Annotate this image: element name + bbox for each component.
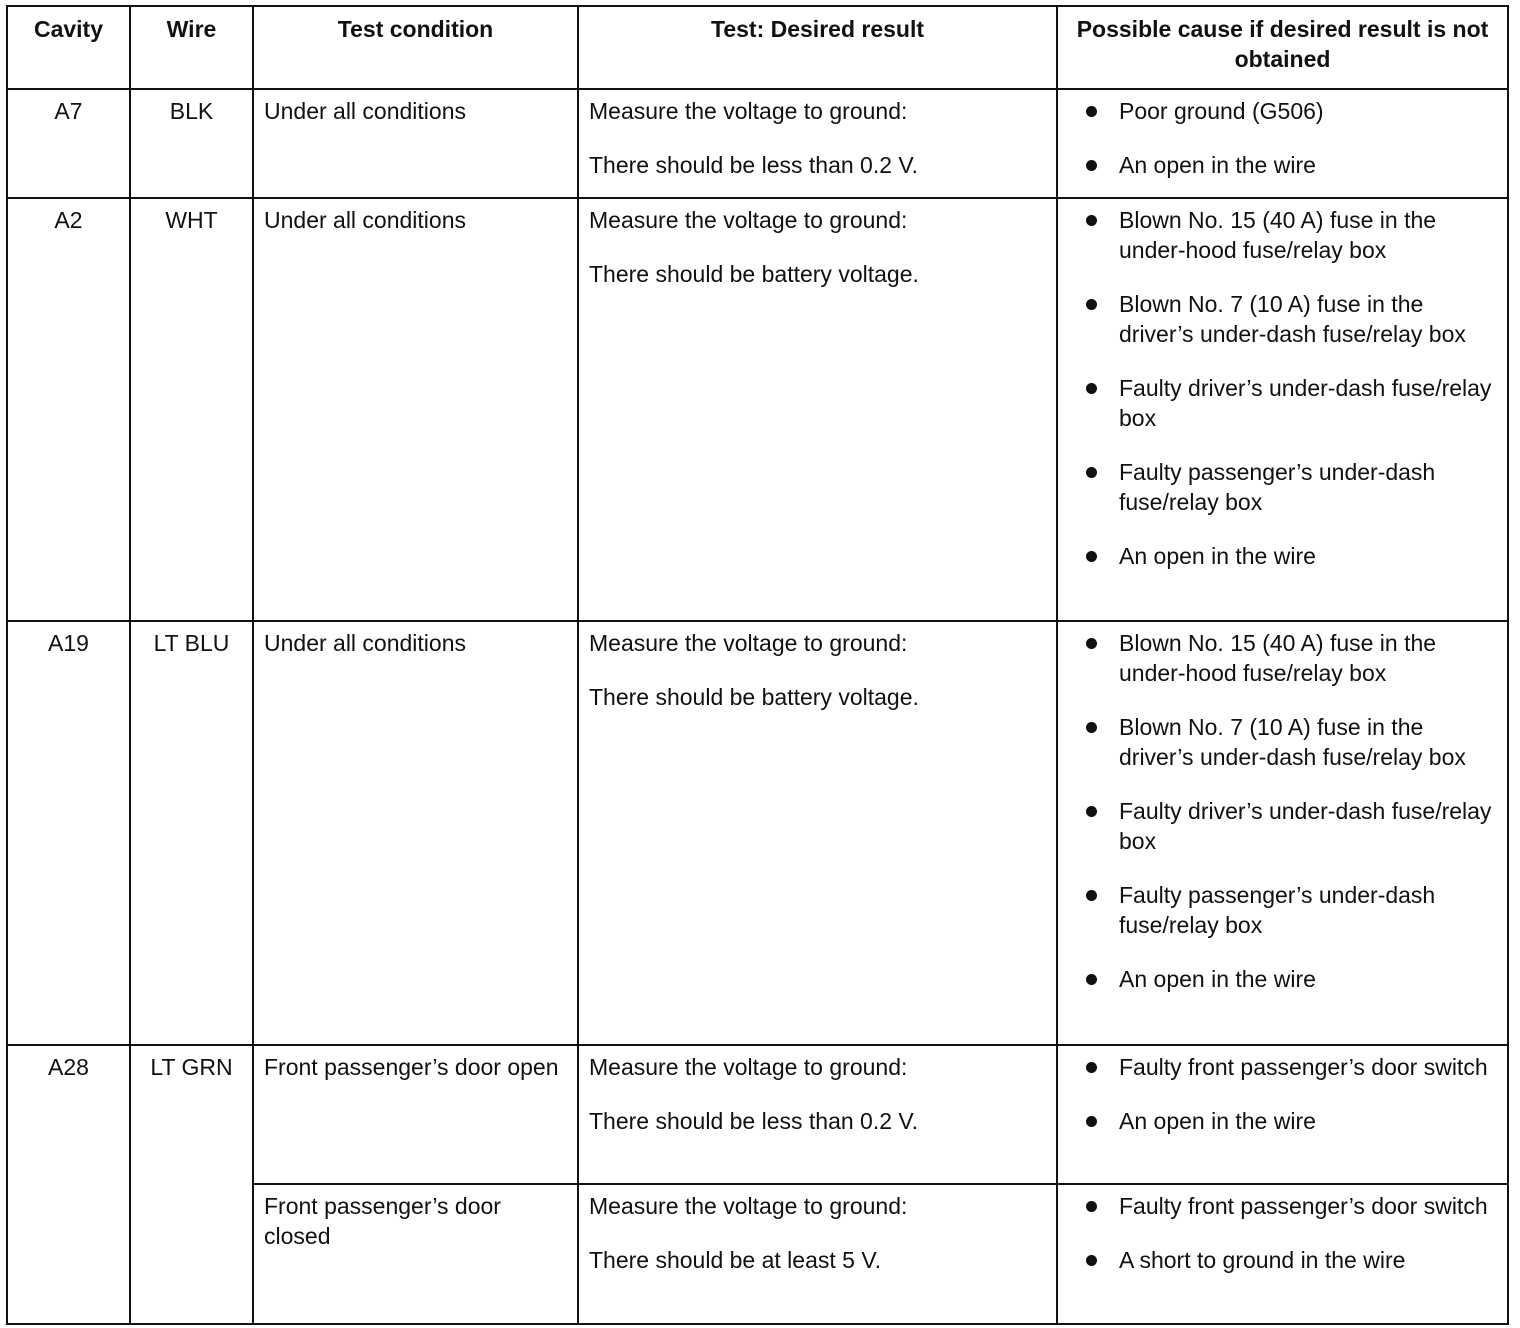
bullet-icon [1086, 160, 1097, 171]
cavity-cell: A7 [7, 89, 130, 198]
cause-cell [1057, 621, 1508, 1045]
cause-text: An open in the wire [1119, 543, 1316, 569]
result-line: Measure the voltage to ground: [589, 98, 908, 124]
result-line: Measure the voltage to ground: [589, 207, 908, 233]
cause-item [1068, 796, 1497, 856]
bullet-icon [1086, 383, 1097, 394]
bullet-icon [1086, 467, 1097, 478]
cause-item [1068, 205, 1497, 265]
cause-item [1068, 541, 1497, 571]
condition-cell: Under all conditions [253, 89, 578, 198]
condition-cell: Under all conditions [253, 198, 578, 621]
condition-cell: Under all conditions [253, 621, 578, 1045]
result-line: Measure the voltage to ground: [589, 630, 908, 656]
cause-item [1068, 457, 1497, 517]
bullet-icon [1086, 638, 1097, 649]
header-possible-cause: Possible cause if desired result is not obtained [1057, 6, 1508, 89]
header-test-condition: Test condition [253, 6, 578, 89]
bullet-icon [1086, 215, 1097, 226]
troubleshooting-table [6, 5, 1509, 1325]
cause-text: Faulty front passenger’s door switch [1119, 1193, 1488, 1219]
result-cell [578, 198, 1057, 621]
table-row [7, 89, 1508, 198]
cause-list [1068, 96, 1497, 180]
cause-item [1068, 1052, 1497, 1082]
cause-text: Blown No. 7 (10 A) fuse in the driver’s under-dash fuse/relay box [1119, 291, 1466, 347]
cause-text: Blown No. 15 (40 A) fuse in the under-hood fuse/relay box [1119, 630, 1437, 686]
cause-text: Faulty driver’s under-dash fuse/relay box [1119, 375, 1492, 431]
condition-cell: Front passenger’s door open [253, 1045, 578, 1184]
bullet-icon [1086, 1062, 1097, 1073]
cause-item [1068, 1106, 1497, 1136]
result-line: There should be battery voltage. [589, 261, 919, 287]
result-cell [578, 1045, 1057, 1184]
cause-text: Faulty passenger’s under-dash fuse/relay box [1119, 459, 1436, 515]
header-cavity: Cavity [7, 6, 130, 89]
wire-cell: WHT [130, 198, 253, 621]
cause-item [1068, 150, 1497, 180]
wire-cell: BLK [130, 89, 253, 198]
cause-text: An open in the wire [1119, 966, 1316, 992]
bullet-icon [1086, 1201, 1097, 1212]
cause-cell [1057, 89, 1508, 198]
cause-cell [1057, 1184, 1508, 1324]
bullet-icon [1086, 806, 1097, 817]
cause-text: An open in the wire [1119, 152, 1316, 178]
bullet-icon [1086, 890, 1097, 901]
cause-item [1068, 964, 1497, 994]
cause-item [1068, 1191, 1497, 1221]
cause-cell [1057, 1045, 1508, 1184]
cause-list [1068, 205, 1497, 571]
cause-text: An open in the wire [1119, 1108, 1316, 1134]
cause-item [1068, 712, 1497, 772]
bullet-icon [1086, 1255, 1097, 1266]
table-row [7, 621, 1508, 1045]
result-line: There should be battery voltage. [589, 684, 919, 710]
cavity-cell: A19 [7, 621, 130, 1045]
bullet-icon [1086, 551, 1097, 562]
result-line: There should be less than 0.2 V. [589, 152, 919, 178]
cause-text: Faulty driver’s under-dash fuse/relay box [1119, 798, 1492, 854]
troubleshooting-table-sheet [6, 5, 1507, 1323]
cause-item [1068, 628, 1497, 688]
cause-text: Faulty passenger’s under-dash fuse/relay box [1119, 882, 1436, 938]
cause-list [1068, 628, 1497, 994]
cause-text: Blown No. 15 (40 A) fuse in the under-hood fuse/relay box [1119, 207, 1437, 263]
bullet-icon [1086, 106, 1097, 117]
table-row [7, 198, 1508, 621]
header-wire: Wire [130, 6, 253, 89]
cavity-cell: A2 [7, 198, 130, 621]
result-cell [578, 89, 1057, 198]
cavity-cell: A28 [7, 1045, 130, 1324]
table-row [7, 1045, 1508, 1184]
bullet-icon [1086, 1116, 1097, 1127]
header-row [7, 6, 1508, 89]
bullet-icon [1086, 722, 1097, 733]
result-cell [578, 1184, 1057, 1324]
result-line: There should be at least 5 V. [589, 1247, 881, 1273]
wire-cell: LT BLU [130, 621, 253, 1045]
result-line: There should be less than 0.2 V. [589, 1108, 919, 1134]
result-line: Measure the voltage to ground: [589, 1193, 908, 1219]
result-line: Measure the voltage to ground: [589, 1054, 908, 1080]
cause-text: Faulty front passenger’s door switch [1119, 1054, 1488, 1080]
cause-text: A short to ground in the wire [1119, 1247, 1406, 1273]
result-cell [578, 621, 1057, 1045]
header-desired-result: Test: Desired result [578, 6, 1057, 89]
condition-cell: Front passenger’s door closed [253, 1184, 578, 1324]
cause-text: Blown No. 7 (10 A) fuse in the driver’s under-dash fuse/relay box [1119, 714, 1466, 770]
cause-list [1068, 1191, 1497, 1275]
cause-item [1068, 96, 1497, 126]
bullet-icon [1086, 299, 1097, 310]
cause-item [1068, 880, 1497, 940]
wire-cell: LT GRN [130, 1045, 253, 1324]
cause-list [1068, 1052, 1497, 1136]
cause-item [1068, 373, 1497, 433]
cause-item [1068, 1245, 1497, 1275]
cause-item [1068, 289, 1497, 349]
bullet-icon [1086, 974, 1097, 985]
cause-cell [1057, 198, 1508, 621]
cause-text: Poor ground (G506) [1119, 98, 1324, 124]
